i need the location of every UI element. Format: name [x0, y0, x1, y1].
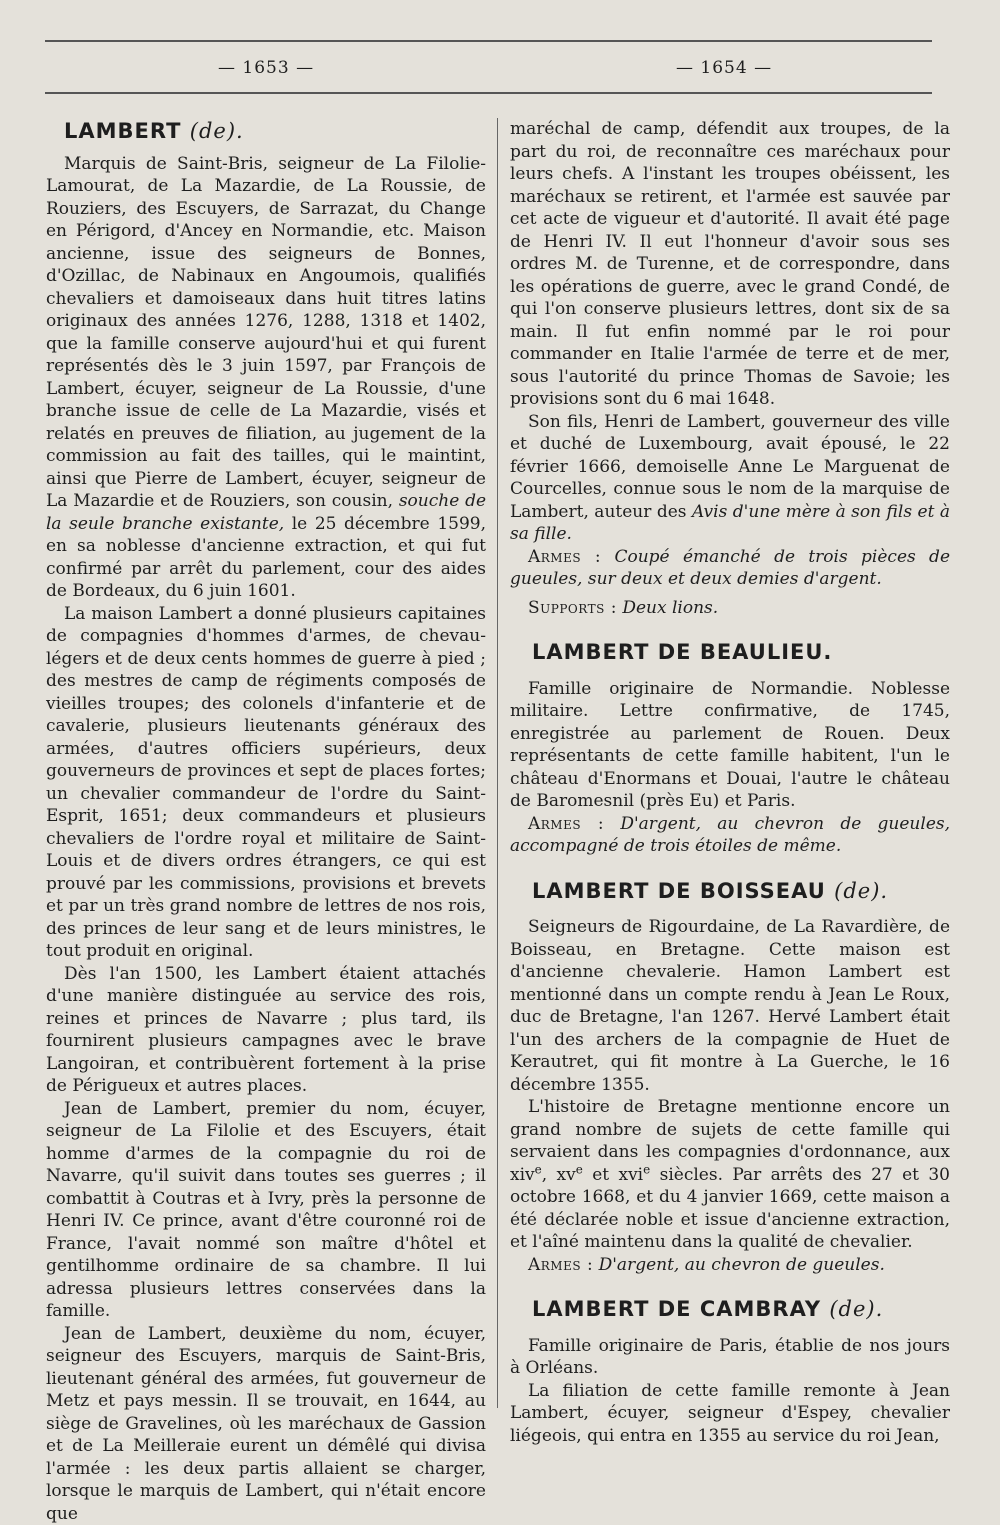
italic-phrase: souche de la seule branche existante,	[46, 491, 486, 534]
lambert-paragraph-continued: maréchal de camp, défendit aux troupes, de la part du roi, de reconnaître ces maréchaux pour leurs chefs. A l'instant les troupes obéissent, les maréchaux se retirent, et l'armée est sauvée par cet acte de vigueur et d'autorité. Il avait été page de Henri IV. Il eut l'honneur d'avoir sous ses ordres M. de Turenne, et de correspondre, dans les opérations de guerre, avec le grand Condé, de qui l'on conserve plusieurs lettres, dont six de sa main. Il fut enfin nommé par le roi pour commander en Italie l'armée de terre et de mer, sous l'autorité du prince Thomas de Savoie; les provisions sont du 6 mai 1648.	[510, 118, 950, 411]
heading-particle: (de).	[190, 119, 244, 143]
heading-lambert-de-boisseau: LAMBERT DE BOISSEAU (de).	[532, 880, 950, 903]
heading-lambert-de-beaulieu: LAMBERT DE BEAULIEU.	[532, 641, 950, 664]
lambert-paragraph-3: Dès l'an 1500, les Lambert étaient attachés d'une manière distinguée au service des rois, reines et princes de Navarre ; plus tard, ils fournirent plusieurs campagnes avec le brave Langoiran, et contribuèrent fortement à la prise de Périgueux et autres places.	[46, 963, 486, 1098]
lambert-paragraph-5: Jean de Lambert, deuxième du nom, écuyer, seigneur des Escuyers, marquis de Saint-Bris, lieutenant général des armées, fut gouverneur de Metz et pays messin. Il se trouvait, en 1644, au siège de Gravelines, où les maréchaux de Gassion et de La Meilleraie eurent un démêlé qui divisa l'armée : les deux partis allaient se charger, lorsque le marquis de Lambert, qui n'était encore que	[46, 1323, 486, 1525]
supports-lambert: Supports : Deux lions.	[510, 597, 950, 620]
heading-name: LAMBERT	[64, 119, 181, 143]
top-rule	[45, 40, 932, 42]
arms-boisseau: Armes : D'argent, au chevron de gueules.	[510, 1254, 950, 1277]
lambert-paragraph-1: Marquis de Saint-Bris, seigneur de La Filolie-Lamourat, de La Mazardie, de La Roussie, de Rouziers, des Escuyers, de Sarrazat, du Change en Périgord, d'Ancey en Normandie, etc. Maison ancienne, issue des seigneurs de Bonnes, d'Ozillac, de Nabinaux en Angoumois, qualifiés chevaliers et damoiseaux dans huit titres latins originaux des années 1276, 1288, 1318 et 1402, que la famille conserve aujourd'hui et qui furent représentés dès le 3 juin 1597, par François de Lambert, écuyer, seigneur de La Roussie, d'une branche issue de celle de La Mazardie, visés et relatés en preuves de filiation, au jugement de la commission au fait des tailles, qui le maintint, ainsi que Pierre de Lambert, écuyer, seigneur de La Mazardie et de Rouziers, son cousin, souche de la seule branche existante, le 25 décembre 1599, en sa noblesse d'ancienne extraction, et qui fut confirmé par arrêt du parlement, cour des aides de Bordeaux, du 6 juin 1601.	[46, 153, 486, 603]
right-column	[510, 118, 950, 1447]
boisseau-paragraph-1: Seigneurs de Rigourdaine, de La Ravardière, de Boisseau, en Bretagne. Cette maison est d'ancienne chevalerie. Hamon Lambert est mentionné dans un compte rendu à Jean Le Roux, duc de Bretagne, l'an 1267. Hervé Lambert était l'un des archers de la compagnie de Huet de Kerautret, qui fit montre à La Guerche, le 16 décembre 1355.	[510, 916, 950, 1096]
arms-beaulieu: Armes : D'argent, au chevron de gueules, accompagné de trois étoiles de même.	[510, 813, 950, 858]
page-number-left: — 1653 —	[218, 58, 314, 78]
boisseau-paragraph-2: L'histoire de Bretagne mentionne encore un grand nombre de sujets de cette famille qui servaient dans les compagnies d'ordonnance, aux xiv$^e$, $xv^e$ et xvi$^e$ siècles. Par arrêts des 27 et 30 octobre 1668, et du 4 janvier 1669, cette maison a été déclarée noble et issue d'ancienne extraction, et l'aîné maintenu dans la qualité de chevalier.	[510, 1096, 950, 1254]
column-divider	[497, 118, 498, 1408]
heading-lambert	[64, 118, 486, 143]
left-column	[46, 118, 486, 1525]
page-number-right: — 1654 —	[676, 58, 772, 78]
heading-lambert-de-cambray: LAMBERT DE CAMBRAY (de).	[532, 1298, 950, 1321]
lambert-paragraph-2: La maison Lambert a donné plusieurs capitaines de compagnies d'hommes d'armes, de chevau-légers et de deux cents hommes de guerre à pied ; des mestres de camp de régiments composés de vieilles troupes; des colonels d'infanterie et de cavalerie, plusieurs lieutenants généraux des armées, d'autres officiers supérieurs, deux gouverneurs de provinces et sept de places fortes; un chevalier commandeur de l'ordre du Saint-Esprit, 1651; deux commandeurs et plusieurs chevaliers de l'ordre royal et militaire de Saint-Louis et de divers ordres étrangers, ce qui est prouvé par les commissions, provisions et brevets et par un très grand nombre de lettres de nos rois, des princes de leur sang et de leurs ministres, le tout produit en original.	[46, 603, 486, 963]
beaulieu-paragraph: Famille originaire de Normandie. Noblesse militaire. Lettre confirmative, de 1745, enregistrée au parlement de Rouen. Deux représentants de cette famille habitent, l'un le château d'Enormans et Douai, l'autre le château de Baromesnil (près Eu) et Paris.	[510, 678, 950, 813]
arms-lambert: Armes : Coupé émanché de trois pièces de gueules, sur deux et deux demies d'argent.	[510, 546, 950, 591]
header-rule	[45, 92, 932, 94]
lambert-paragraph-4: Jean de Lambert, premier du nom, écuyer, seigneur de La Filolie et des Escuyers, était homme d'armes de la compagnie du roi de Navarre, qu'il suivit dans toutes ses guerres ; il combattit à Coutras et à Ivry, près la personne de Henri IV. Ce prince, avant d'être couronné roi de France, l'avait nommé son maître d'hôtel et gentilhomme ordinaire de sa chambre. Il lui adressa plusieurs lettres conservées dans la famille.	[46, 1098, 486, 1323]
cambray-paragraph-1: Famille originaire de Paris, établie de nos jours à Orléans.	[510, 1335, 950, 1380]
cambray-paragraph-2: La filiation de cette famille remonte à Jean Lambert, écuyer, seigneur d'Espey, chevalier liégeois, qui entra en 1355 au service du roi Jean,	[510, 1380, 950, 1448]
italic-title: Avis d'une mère à son fils et à sa fille.	[510, 502, 950, 545]
lambert-paragraph-son: Son fils, Henri de Lambert, gouverneur des ville et duché de Luxembourg, avait épousé, le 22 février 1666, demoiselle Anne Le Marguenat de Courcelles, connue sous le nom de la marquise de Lambert, auteur des Avis d'une mère à son fils et à sa fille.	[510, 411, 950, 546]
